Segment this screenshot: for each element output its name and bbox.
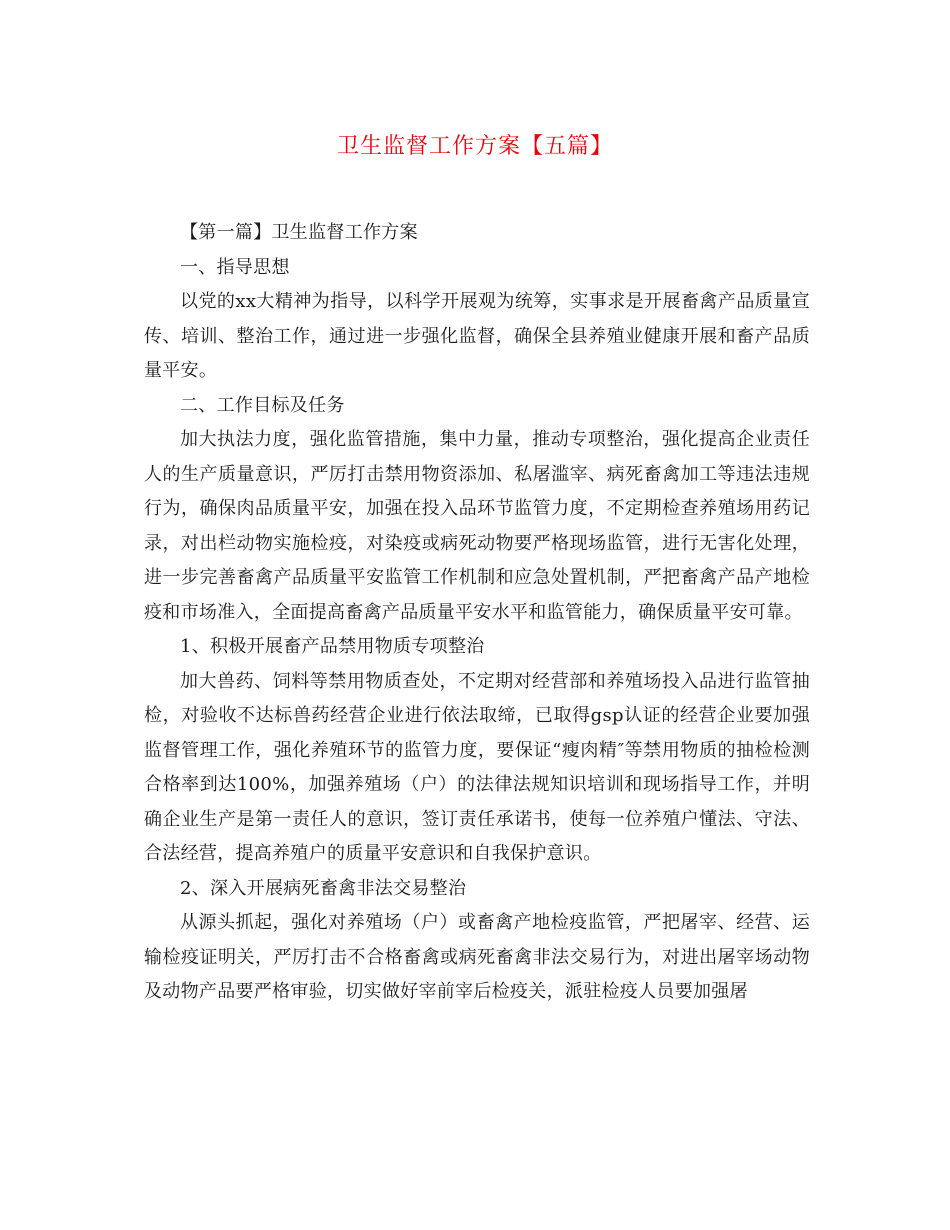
document-body <box>144 216 810 1010</box>
body-paragraph: 以党的xx大精神为指导，以科学开展观为统筹，实事求是开展畜禽产品质量宣传、培训、整治工作，通过进一步强化监督，确保全县养殖业健康开展和畜产品质量平安。 <box>144 291 810 381</box>
section-heading: 【第一篇】卫生监督工作方案 <box>180 222 418 243</box>
body-paragraph: 加大执法力度，强化监管措施，集中力量，推动专项整治，强化提高企业责任人的生产质量意识，严厉打击禁用物资添加、私屠滥宰、病死畜禽加工等违法违规行为，确保肉品质量平安，加强在投入品环节监管力度，不定期检查养殖场用药记录，对出栏动物实施检疫，对染疫或病死动物要严格现场监管，进行无害化处理，进一步完善畜禽产品质量平安监管工作机制和应急处置机制，严把畜禽产品产地检疫和市场准入，全面提高畜禽产品质量平安水平和监管能力，确保质量平安可靠。 <box>144 429 810 623</box>
subheading: 二、工作目标及任务 <box>180 394 345 416</box>
body-paragraph: 加大兽药、饲料等禁用物质查处，不定期对经营部和养殖场投入品进行监管抽检，对验收不达标兽药经营企业进行依法取缔，已取得gsp认证的经营企业要加强监督管理工作，强化养殖环节的监管力度，要保证“瘦肉精″等禁用物质的抽检检测合格率到达100%，加强养殖场（户）的法律法规知识培训和现场指导工作，并明确企业生产是第一责任人的意识，签订责任承诺书，使每一位养殖户懂法、守法、合法经营，提高养殖户的质量平安意识和自我保护意识。 <box>144 670 810 864</box>
subheading: 1、积极开展畜产品禁用物质专项整治 <box>180 636 485 657</box>
document-title: 卫生监督工作方案【五篇】 <box>336 134 613 159</box>
subheading: 2、深入开展病死畜禽非法交易整治 <box>180 877 467 899</box>
body-paragraph: 从源头抓起，强化对养殖场（户）或畜禽产地检疫监管，严把屠宰、经营、运输检疫证明关，严厉打击不合格畜禽或病死畜禽非法交易行为，对进出屠宰场动物及动物产品要严格审验，切实做好宰前宰后检疫关，派驻检疫人员要加强屠 <box>144 912 810 1002</box>
subheading: 一、指导思想 <box>180 256 290 278</box>
